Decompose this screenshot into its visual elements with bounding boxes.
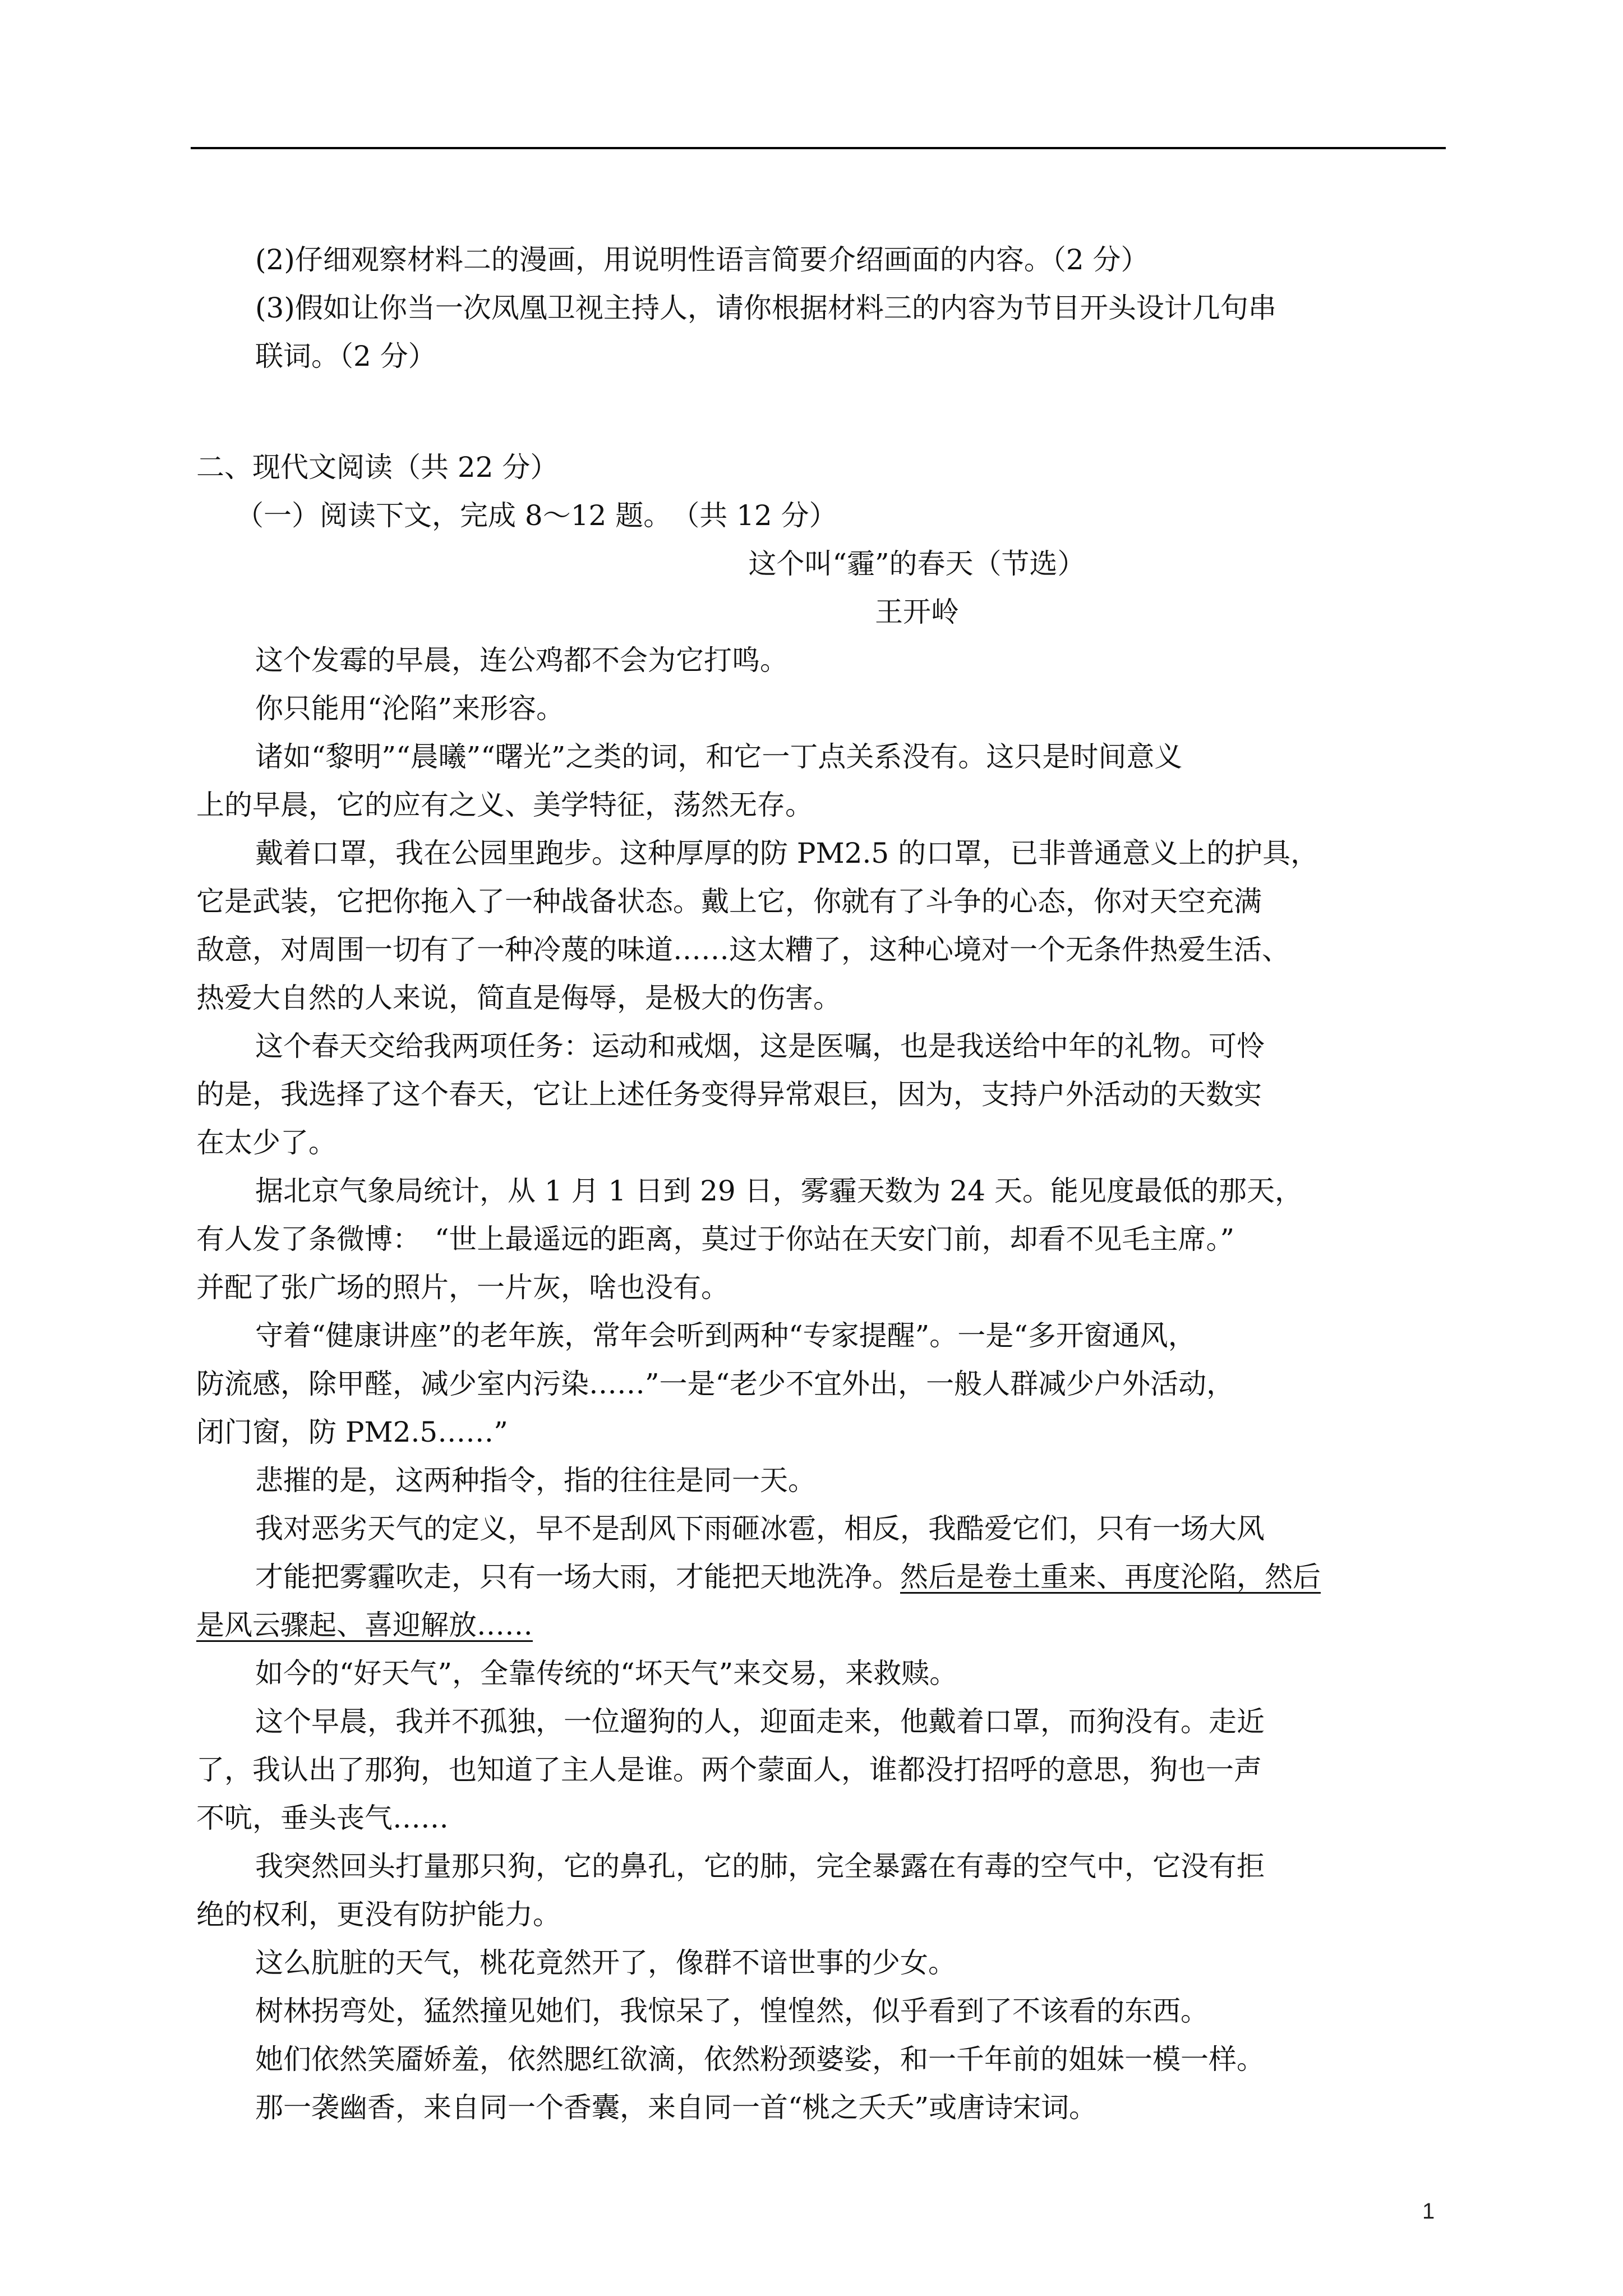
article-line: 戴着口罩，我在公园里跑步。这种厚厚的防 PM2.5 的口罩，已非普通意义上的护具， [255,837,1319,869]
article-line: 在太少了。 [196,1126,336,1159]
article-line-mixed [196,1553,1486,1601]
article-line: 这个发霉的早晨，连公鸡都不会为它打鸣。 [255,644,788,677]
underlined-sentence-part-1: 然后是卷土重来、再度沦陷，然后 [900,1561,1321,1593]
article-line: 据北京气象局统计，从 1 月 1 日到 29 日，雾霾天数为 24 天。能见度最低的那天， [255,1175,1303,1207]
article-title: 这个叫“霾”的春天（节选） [748,547,1086,580]
header-rule [191,147,1446,149]
article-line: 了，我认出了那狗，也知道了主人是谁。两个蒙面人，谁都没打招呼的意思，狗也一声 [196,1754,1262,1786]
article-line: 这么肮脏的天气，桃花竟然开了，像群不谙世事的少女。 [255,1947,956,1979]
article-line: 如今的“好天气”，全靠传统的“坏天气”来交易，来救赎。 [255,1657,958,1690]
article-author: 王开岭 [875,596,959,628]
underlined-sentence-part-2: 是风云骤起、喜迎解放…… [196,1609,533,1641]
article-line: 那一袭幽香，来自同一个香囊，来自同一首“桃之夭夭”或唐诗宋词。 [255,2091,1098,2124]
article-line: 敌意，对周围一切有了一种冷蔑的味道……这太糟了，这种心境对一个无条件热爱生活、 [196,933,1290,966]
article-line: 诸如“黎明”“晨曦”“曙光”之类的词，和它一丁点关系没有。这只是时间意义 [255,740,1183,773]
article-line: 闭门窗，防 PM2.5……” [196,1416,508,1448]
article-line: 这个早晨，我并不孤独，一位遛狗的人，迎面走来，他戴着口罩，而狗没有。走近 [255,1705,1265,1738]
document-body [196,236,1486,2132]
article-line-plain-part: 才能把雾霾吹走，只有一场大雨，才能把天地洗净。 [255,1561,900,1593]
article-line: 上的早晨，它的应有之义、美学特征，荡然无存。 [196,789,813,821]
article-line: 它是武装，它把你拖入了一种战备状态。戴上它，你就有了斗争的心态，你对天空充满 [196,885,1262,918]
article-line-underlined [196,1601,1486,1649]
article-line: 我突然回头打量那只狗，它的鼻孔，它的肺，完全暴露在有毒的空气中，它没有拒 [255,1850,1265,1883]
question-3-line-1: (3)假如让你当一次凤凰卫视主持人，请你根据材料三的内容为节目开头设计几句串 [255,292,1276,324]
article-line: 防流感，除甲醛，减少室内污染……”一是“老少不宜外出，一般人群减少户外活动， [196,1368,1235,1400]
article-paragraphs-part-1 [196,636,1486,1553]
article-line: 她们依然笑靥娇羞，依然腮红欲滴，依然粉颈婆娑，和一千年前的姐妹一模一样。 [255,2043,1265,2076]
article-line: 守着“健康讲座”的老年族，常年会听到两种“专家提醒”。一是“多开窗通风， [255,1319,1196,1352]
section-heading: 二、现代文阅读（共 22 分） [196,451,559,484]
article-paragraphs-part-2 [196,1649,1486,2132]
article-line: 悲摧的是，这两种指令，指的往往是同一天。 [255,1464,816,1497]
article-line: 绝的权利，更没有防护能力。 [196,1898,561,1931]
question-2: (2)仔细观察材料二的漫画，用说明性语言简要介绍画面的内容。（2 分） [255,243,1149,276]
article-line: 并配了张广场的照片，一片灰，啥也没有。 [196,1271,729,1304]
article-line: 不吭，垂头丧气…… [196,1802,449,1834]
article-line: 热爱大自然的人来说，简直是侮辱，是极大的伤害。 [196,982,841,1014]
sub-section-heading: （一）阅读下文，完成 8～12 题。 （共 12 分） [236,499,837,532]
question-3-line-2: 联词。（2 分） [255,340,436,372]
article-line: 你只能用“沦陷”来形容。 [255,692,565,725]
page-number: 1 [1422,2199,1435,2224]
article-line: 我对恶劣天气的定义，早不是刮风下雨砸冰雹，相反，我酷爱它们，只有一场大风 [255,1512,1265,1545]
article-line: 有人发了条微博： “世上最遥远的距离，莫过于你站在天安门前，却看不见毛主席。” [196,1223,1235,1255]
article-line: 这个春天交给我两项任务：运动和戒烟，这是医嘱，也是我送给中年的礼物。可怜 [255,1030,1265,1062]
article-line: 的是，我选择了这个春天，它让上述任务变得异常艰巨，因为，支持户外活动的天数实 [196,1078,1262,1111]
article-line: 树林拐弯处，猛然撞见她们，我惊呆了，惶惶然，似乎看到了不该看的东西。 [255,1995,1209,2027]
